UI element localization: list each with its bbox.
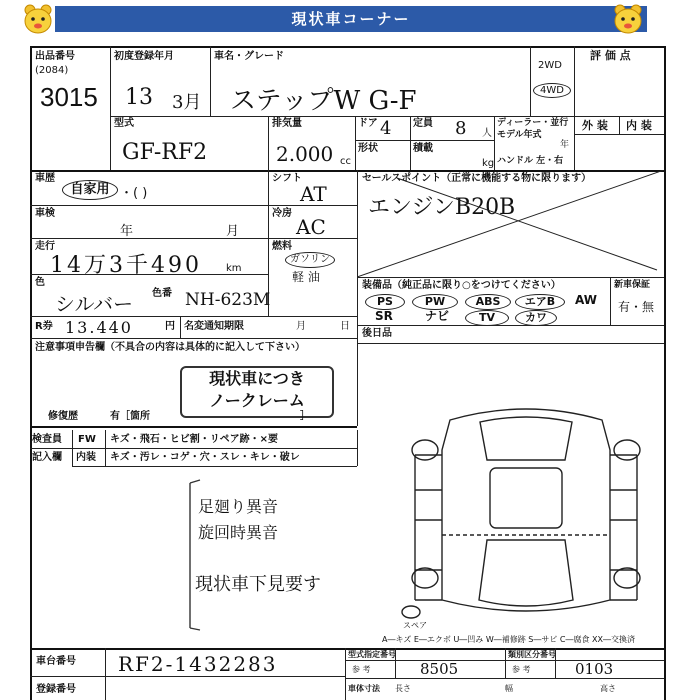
class-number-ref: 参 考 bbox=[512, 665, 531, 674]
private-use-circled: 自家用 bbox=[62, 180, 118, 200]
damage-legend: A―キズ E―エクボ U―凹み W―補修跡 S―サビ C―腐食 XX―交換済 bbox=[382, 635, 636, 644]
sales-point-value: エンジンB20B bbox=[368, 195, 516, 220]
page-title: 現状車コーナー bbox=[55, 6, 647, 32]
model-year-label: モデル年式 bbox=[497, 130, 542, 140]
model-value: GF-RF2 bbox=[122, 140, 208, 165]
type-number-value: 8505 bbox=[420, 660, 459, 678]
lot-number-label: 出品番号 bbox=[35, 51, 75, 62]
color-value: シルバー bbox=[55, 292, 134, 316]
model-label: 型式 bbox=[114, 118, 134, 129]
equipment-sr: SR bbox=[375, 309, 393, 323]
mileage-label: 走行 bbox=[35, 241, 55, 252]
code-interior: 内装 bbox=[76, 452, 96, 463]
first-registration-label: 初度登録年月 bbox=[114, 51, 174, 62]
doors-label: ドア bbox=[358, 118, 378, 129]
capacity-unit: 人 bbox=[482, 128, 492, 139]
type-number-ref: 参 考 bbox=[352, 665, 371, 674]
chassis-number-value: RF2-1432283 bbox=[118, 652, 278, 676]
height-label: 高さ bbox=[600, 684, 616, 693]
code-fw: FW bbox=[78, 434, 96, 445]
mileage-unit: km bbox=[226, 263, 242, 274]
equipment-navi: ナビ bbox=[425, 309, 450, 323]
car-name-value: ステップW G-F bbox=[230, 86, 417, 116]
equipment-pw: PW bbox=[412, 294, 458, 310]
inspector-note-1: 足廻り異音 bbox=[198, 497, 279, 516]
fuel-diesel: 軽 油 bbox=[292, 270, 320, 284]
registration-number-label: 登録番号 bbox=[36, 684, 76, 695]
entry-label: 記入欄 bbox=[32, 452, 62, 463]
lot-sub-number: (2084) bbox=[35, 65, 69, 76]
repair-history-label: 修復歴 bbox=[48, 411, 78, 422]
legend-row-2: キズ・汚レ・コゲ・穴・スレ・キレ・破レ bbox=[110, 452, 300, 463]
displacement-value: 2.000 bbox=[276, 142, 334, 166]
equipment-label: 装備品（純正品に限り○をつけてください） bbox=[362, 280, 561, 291]
new-car-warranty-label: 新車保証 bbox=[614, 280, 651, 290]
name-change-month: 月 bbox=[296, 321, 306, 332]
displacement-unit: cc bbox=[340, 156, 351, 167]
drive-4wd-circled: 4WD bbox=[533, 83, 571, 98]
displacement-label: 排気量 bbox=[272, 118, 302, 129]
shape-label: 形状 bbox=[358, 143, 378, 154]
stamp-line-1: 現状車につき bbox=[209, 369, 305, 388]
history-label: 車歴 bbox=[35, 173, 55, 184]
shaken-year-unit: 年 bbox=[120, 224, 134, 239]
fuel-label: 燃料 bbox=[272, 241, 292, 252]
inspector-note-3: 現状車下見要す bbox=[195, 574, 321, 595]
equipment-airbag: エアB bbox=[515, 294, 565, 310]
chassis-number-label: 車台番号 bbox=[36, 656, 76, 667]
legend-row-1: キズ・飛石・ヒビ割・リペア跡・×要 bbox=[110, 434, 278, 445]
bear-mascot-right-icon bbox=[612, 4, 644, 34]
sales-point-label: セールスポイント（正常に機能する物に限ります） bbox=[362, 173, 592, 184]
recycle-unit: 円 bbox=[165, 321, 175, 332]
repair-history-value: 有［箇所 bbox=[110, 411, 150, 422]
inspector-note-2: 旋回時異音 bbox=[198, 523, 279, 542]
car-name-label: 車名・グレード bbox=[214, 51, 284, 62]
inspector-label: 検査員 bbox=[32, 434, 62, 445]
equipment-tv: TV bbox=[465, 310, 509, 326]
stamp-line-2: ノークレーム bbox=[209, 391, 305, 410]
equipment-ps: PS bbox=[365, 294, 405, 310]
width-label: 幅 bbox=[505, 684, 513, 693]
interior-label: 内 装 bbox=[626, 119, 652, 132]
type-number-label: 型式指定番号 bbox=[348, 650, 396, 659]
sales-point-cross-out bbox=[357, 170, 664, 277]
fuel-gasoline-circled: ガソリン bbox=[285, 252, 335, 268]
declaration-label: 注意事項申告欄（不具合の内容は具体的に記入して下さい） bbox=[35, 342, 305, 353]
class-number-value: 0103 bbox=[575, 660, 614, 678]
bear-mascot-left-icon bbox=[22, 4, 54, 34]
capacity-label: 定員 bbox=[413, 118, 433, 129]
later-install-label: 後日品 bbox=[362, 328, 392, 339]
history-paren: ・( ) bbox=[120, 186, 148, 201]
name-change-day: 日 bbox=[340, 321, 350, 332]
shift-label: シフト bbox=[272, 173, 302, 184]
mileage-value: 14万3千490 bbox=[50, 253, 202, 278]
model-year-unit: 年 bbox=[560, 140, 570, 150]
recycle-value: 13.440 bbox=[65, 318, 133, 337]
load-unit: kg bbox=[482, 158, 495, 169]
capacity-value: 8 bbox=[455, 118, 467, 139]
body-dimensions-label: 車体寸法 bbox=[348, 684, 380, 693]
color-label: 色 bbox=[35, 277, 45, 288]
drive-2wd: 2WD bbox=[538, 60, 562, 71]
repair-history-close: ］ bbox=[300, 411, 310, 422]
spare-label: スペア bbox=[403, 621, 427, 630]
color-number-label: 色番 bbox=[152, 288, 172, 299]
score-label: 評 価 点 bbox=[590, 49, 631, 62]
equipment-aw: AW bbox=[575, 293, 597, 307]
class-number-label: 類別区分番号 bbox=[508, 650, 556, 659]
equipment-abs: ABS bbox=[465, 294, 511, 310]
length-label: 長さ bbox=[395, 684, 411, 693]
shaken-month-unit: 月 bbox=[226, 224, 240, 239]
lot-number: 3015 bbox=[40, 82, 98, 112]
name-change-label: 名変通知期限 bbox=[184, 321, 244, 332]
color-number-value: NH-623M bbox=[185, 290, 271, 310]
dealer-parallel-label: ディーラー・並行 bbox=[497, 118, 569, 128]
new-car-warranty-value: 有・無 bbox=[618, 300, 655, 314]
ac-label: 冷房 bbox=[272, 208, 292, 219]
doors-value: 4 bbox=[380, 118, 392, 139]
shaken-label: 車検 bbox=[35, 208, 55, 219]
ac-value: AC bbox=[296, 215, 326, 239]
handle-label: ハンドル 左・右 bbox=[497, 156, 564, 166]
exterior-label: 外 装 bbox=[582, 119, 608, 132]
first-registration-year: 13 bbox=[125, 85, 153, 110]
car-body-diagram bbox=[395, 400, 657, 640]
first-registration-month: 3月 bbox=[172, 92, 202, 113]
shift-value: AT bbox=[300, 182, 327, 206]
equipment-leather: カワ bbox=[515, 310, 557, 326]
load-label: 積載 bbox=[413, 143, 433, 154]
no-claim-stamp bbox=[180, 366, 334, 418]
recycle-label: R券 bbox=[35, 321, 53, 332]
